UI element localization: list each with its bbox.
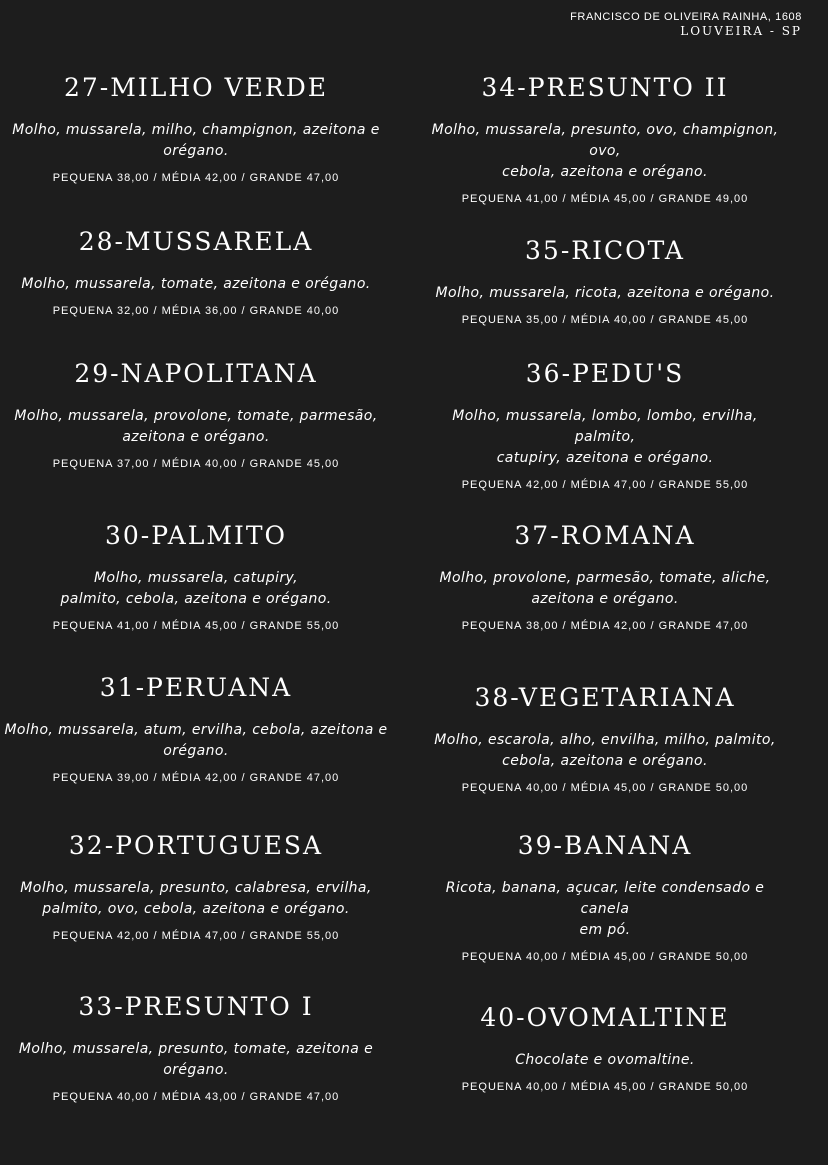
item-title: 32-PORTUGUESA [68, 831, 324, 860]
item-description [422, 406, 788, 469]
item-description-line: Molho, mussarela, ricota, azeitona e orégano. [435, 285, 775, 301]
item-description [422, 1050, 788, 1071]
address-street: FRANCISCO DE OLIVEIRA RAINHA, 1608 [570, 11, 802, 23]
menu-item-ovomaltine [422, 1003, 788, 1094]
item-description-line: Molho, provolone, parmesão, tomate, aliche, [439, 570, 771, 586]
item-description-line: Ricota, banana, açucar, leite condensado e canela [445, 880, 765, 917]
item-prices: PEQUENA 32,00 / MÉDIA 36,00 / GRANDE 40,00 [52, 305, 340, 317]
menu-item-palmito [0, 521, 392, 633]
item-description [0, 568, 392, 610]
item-title: 34-PRESUNTO II [481, 73, 729, 102]
menu-item-vegetariana [422, 683, 788, 795]
item-description [422, 730, 788, 772]
menu-item-presunto-i [0, 992, 392, 1104]
menu-item-mussarela [0, 227, 392, 318]
item-prices: PEQUENA 42,00 / MÉDIA 47,00 / GRANDE 55,00 [52, 930, 340, 942]
item-description [0, 878, 392, 920]
item-description-line: azeitona e orégano. [531, 591, 679, 607]
item-description-line: Molho, escarola, alho, envilha, milho, palmito, [434, 732, 776, 748]
item-description-line: Molho, mussarela, milho, champignon, azeitona e [12, 122, 380, 138]
item-prices: PEQUENA 40,00 / MÉDIA 45,00 / GRANDE 50,00 [461, 782, 749, 794]
item-description-line: Molho, mussarela, lombo, lombo, ervilha, palmito, [452, 408, 758, 445]
item-description [422, 283, 788, 304]
item-description-line: Molho, mussarela, presunto, calabresa, ervilha, [20, 880, 372, 896]
menu-item-portuguesa [0, 831, 392, 943]
item-description-line: orégano. [163, 1062, 229, 1078]
item-prices: PEQUENA 38,00 / MÉDIA 42,00 / GRANDE 47,00 [52, 172, 340, 184]
item-description-line: em pó. [579, 922, 631, 938]
item-prices: PEQUENA 37,00 / MÉDIA 40,00 / GRANDE 45,00 [52, 458, 340, 470]
item-description [0, 1039, 392, 1081]
item-prices: PEQUENA 42,00 / MÉDIA 47,00 / GRANDE 55,00 [461, 479, 749, 491]
item-description [422, 878, 788, 941]
item-description [0, 720, 392, 762]
item-title: 37-ROMANA [514, 521, 696, 550]
item-title: 28-MUSSARELA [78, 227, 314, 256]
item-title: 36-PEDU'S [525, 359, 685, 388]
item-title: 35-RICOTA [525, 236, 685, 265]
item-description-line: Chocolate e ovomaltine. [515, 1052, 695, 1068]
item-description [0, 120, 392, 162]
menu-item-milho-verde [0, 73, 392, 185]
item-prices: PEQUENA 40,00 / MÉDIA 45,00 / GRANDE 50,00 [461, 951, 749, 963]
address-block [570, 10, 802, 40]
item-description-line: Molho, mussarela, presunto, tomate, azeitona e [18, 1041, 374, 1057]
item-description [0, 406, 392, 448]
item-title: 27-MILHO VERDE [64, 73, 328, 102]
item-prices: PEQUENA 35,00 / MÉDIA 40,00 / GRANDE 45,00 [461, 314, 749, 326]
item-description-line: orégano. [163, 143, 229, 159]
item-description-line: Molho, mussarela, provolone, tomate, parmesão, [14, 408, 378, 424]
item-title: 38-VEGETARIANA [474, 683, 736, 712]
item-title: 30-PALMITO [104, 521, 288, 550]
item-description-line: Molho, mussarela, catupiry, [94, 570, 298, 586]
menu-item-pedus [422, 359, 788, 492]
item-title: 29-NAPOLITANA [74, 359, 318, 388]
menu-item-napolitana [0, 359, 392, 471]
item-description-line: orégano. [163, 743, 229, 759]
menu-item-banana [422, 831, 788, 964]
item-description-line: Molho, mussarela, tomate, azeitona e orégano. [21, 276, 371, 292]
menu-item-presunto-ii [422, 73, 788, 206]
item-title: 39-BANANA [517, 831, 693, 860]
item-description-line: palmito, cebola, azeitona e orégano. [60, 591, 332, 607]
item-description-line: cebola, azeitona e orégano. [502, 164, 708, 180]
menu-item-ricota [422, 236, 788, 327]
item-description [0, 274, 392, 295]
item-prices: PEQUENA 39,00 / MÉDIA 42,00 / GRANDE 47,00 [52, 772, 340, 784]
item-prices: PEQUENA 41,00 / MÉDIA 45,00 / GRANDE 49,00 [461, 193, 749, 205]
item-prices: PEQUENA 40,00 / MÉDIA 43,00 / GRANDE 47,00 [52, 1091, 340, 1103]
menu-item-peruana [0, 673, 392, 785]
item-description [422, 120, 788, 183]
item-description-line: Molho, mussarela, atum, ervilha, cebola, azeitona e [4, 722, 388, 738]
item-title: 33-PRESUNTO I [78, 992, 314, 1021]
item-description [422, 568, 788, 610]
item-description-line: palmito, ovo, cebola, azeitona e orégano. [42, 901, 350, 917]
item-prices: PEQUENA 38,00 / MÉDIA 42,00 / GRANDE 47,00 [461, 620, 749, 632]
address-city: LOUVEIRA - SP [680, 24, 802, 39]
item-description-line: cebola, azeitona e orégano. [502, 753, 708, 769]
menu-item-romana [422, 521, 788, 633]
item-description-line: catupiry, azeitona e orégano. [496, 450, 714, 466]
item-prices: PEQUENA 40,00 / MÉDIA 45,00 / GRANDE 50,00 [461, 1081, 749, 1093]
item-prices: PEQUENA 41,00 / MÉDIA 45,00 / GRANDE 55,00 [52, 620, 340, 632]
item-description-line: Molho, mussarela, presunto, ovo, champignon, ovo, [431, 122, 779, 159]
item-title: 31-PERUANA [99, 673, 293, 702]
item-description-line: azeitona e orégano. [122, 429, 270, 445]
item-title: 40-OVOMALTINE [480, 1003, 730, 1032]
